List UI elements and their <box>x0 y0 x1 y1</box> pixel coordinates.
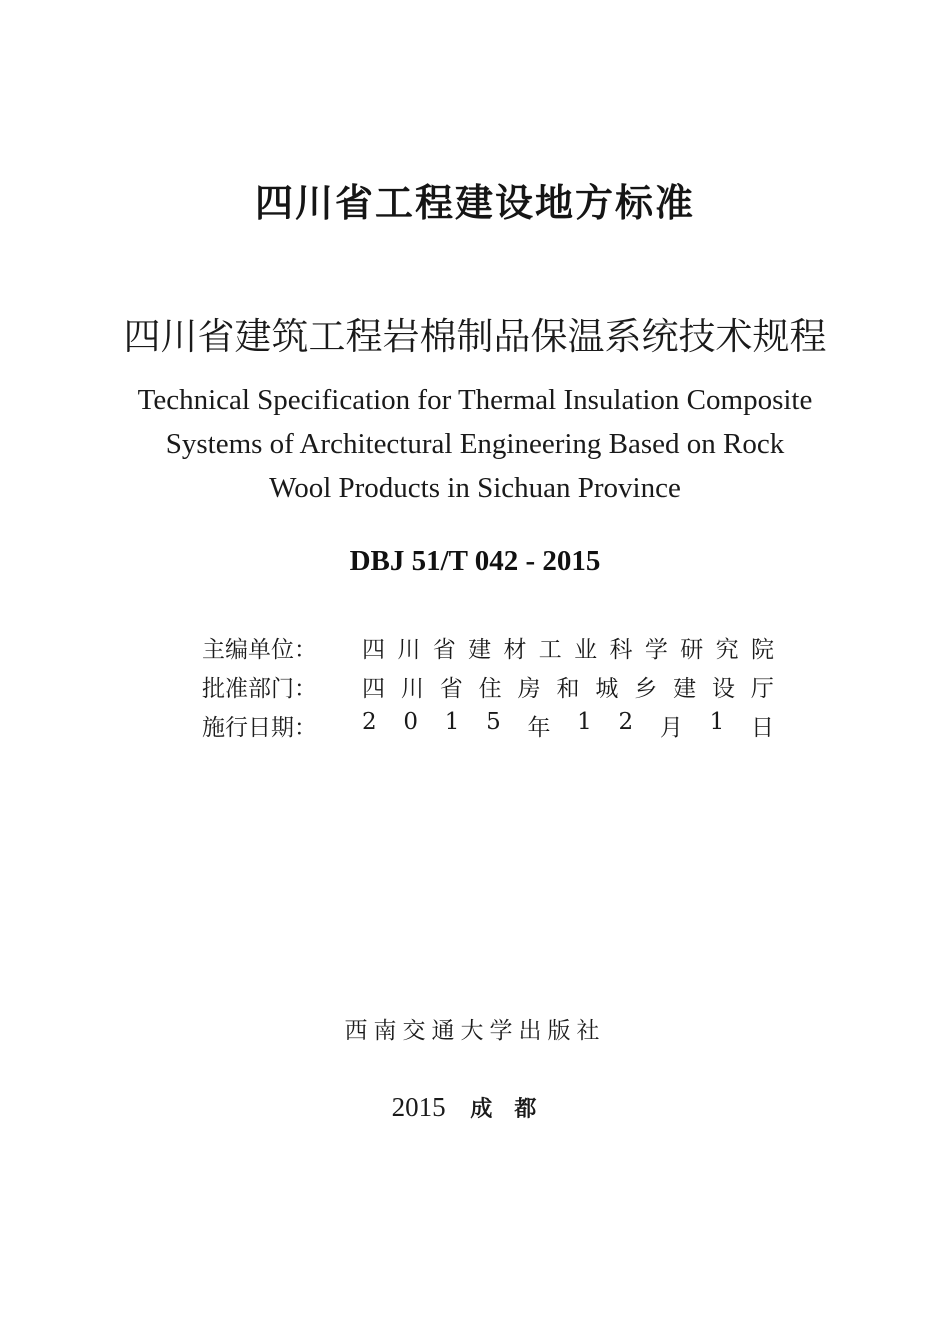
meta-label: 施行日期： <box>202 715 317 741</box>
meta-value-char: 建 <box>468 637 492 663</box>
english-title-line: Technical Specification for Thermal Insulation Composite <box>137 384 813 416</box>
english-title-line: Systems of Architectural Engineering Based on Rock <box>165 428 785 460</box>
meta-value-char: 材 <box>503 637 527 663</box>
english-title <box>0 378 950 510</box>
series-title: 四川省工程建设地方标准 <box>254 181 695 225</box>
meta-info <box>202 628 774 745</box>
meta-label: 主编单位： <box>202 637 317 663</box>
meta-value <box>362 670 774 703</box>
meta-value-char: 0 <box>403 709 418 735</box>
meta-value-char: 四 <box>362 676 385 702</box>
meta-value-char: 研 <box>680 637 704 663</box>
publisher: 西南交通大学出版社 <box>344 1018 606 1044</box>
meta-value <box>362 709 774 742</box>
meta-value-char: 月 <box>659 715 683 741</box>
chinese-title: 四川省建筑工程岩棉制品保温系统技术规程 <box>123 315 827 358</box>
meta-value <box>362 631 774 664</box>
meta-row-approver <box>202 667 774 706</box>
meta-value-char: 川 <box>397 637 421 663</box>
meta-value-char: 1 <box>709 709 725 735</box>
meta-value-char: 1 <box>444 709 460 735</box>
meta-value-char: 5 <box>486 709 501 735</box>
meta-value-char: 省 <box>439 676 463 702</box>
publication-year: 2015 <box>391 1092 446 1122</box>
meta-row-editor <box>202 628 774 667</box>
standard-code: DBJ 51/T 042 - 2015 <box>349 545 601 577</box>
publication-city: 成都 <box>470 1097 559 1122</box>
meta-value-char: 学 <box>644 637 668 663</box>
meta-value-char: 年 <box>527 715 551 741</box>
meta-value-char: 科 <box>609 637 633 663</box>
meta-value-char: 2 <box>362 709 377 735</box>
meta-value-char: 和 <box>556 676 580 702</box>
meta-value-char: 日 <box>750 715 774 741</box>
meta-value-char: 1 <box>577 709 592 735</box>
meta-value-char: 厅 <box>750 676 774 702</box>
english-title-line: Wool Products in Sichuan Province <box>269 472 681 504</box>
meta-label: 批准部门： <box>202 676 317 702</box>
meta-value-char: 建 <box>673 676 697 702</box>
meta-value-char: 设 <box>712 676 736 702</box>
meta-value-char: 院 <box>750 637 774 663</box>
meta-value-char: 省 <box>432 637 456 663</box>
meta-value-char: 业 <box>574 637 598 663</box>
meta-value-char: 房 <box>517 676 541 702</box>
meta-value-char: 2 <box>618 709 634 735</box>
meta-row-effective-date <box>202 706 774 745</box>
meta-value-char: 住 <box>478 676 502 702</box>
meta-value-char: 四 <box>362 637 385 663</box>
meta-value-char: 究 <box>715 637 739 663</box>
meta-value-char: 工 <box>538 637 562 663</box>
meta-value-char: 城 <box>595 676 619 702</box>
meta-value-char: 乡 <box>634 676 658 702</box>
publication-place <box>0 1092 950 1123</box>
meta-value-char: 川 <box>400 676 424 702</box>
